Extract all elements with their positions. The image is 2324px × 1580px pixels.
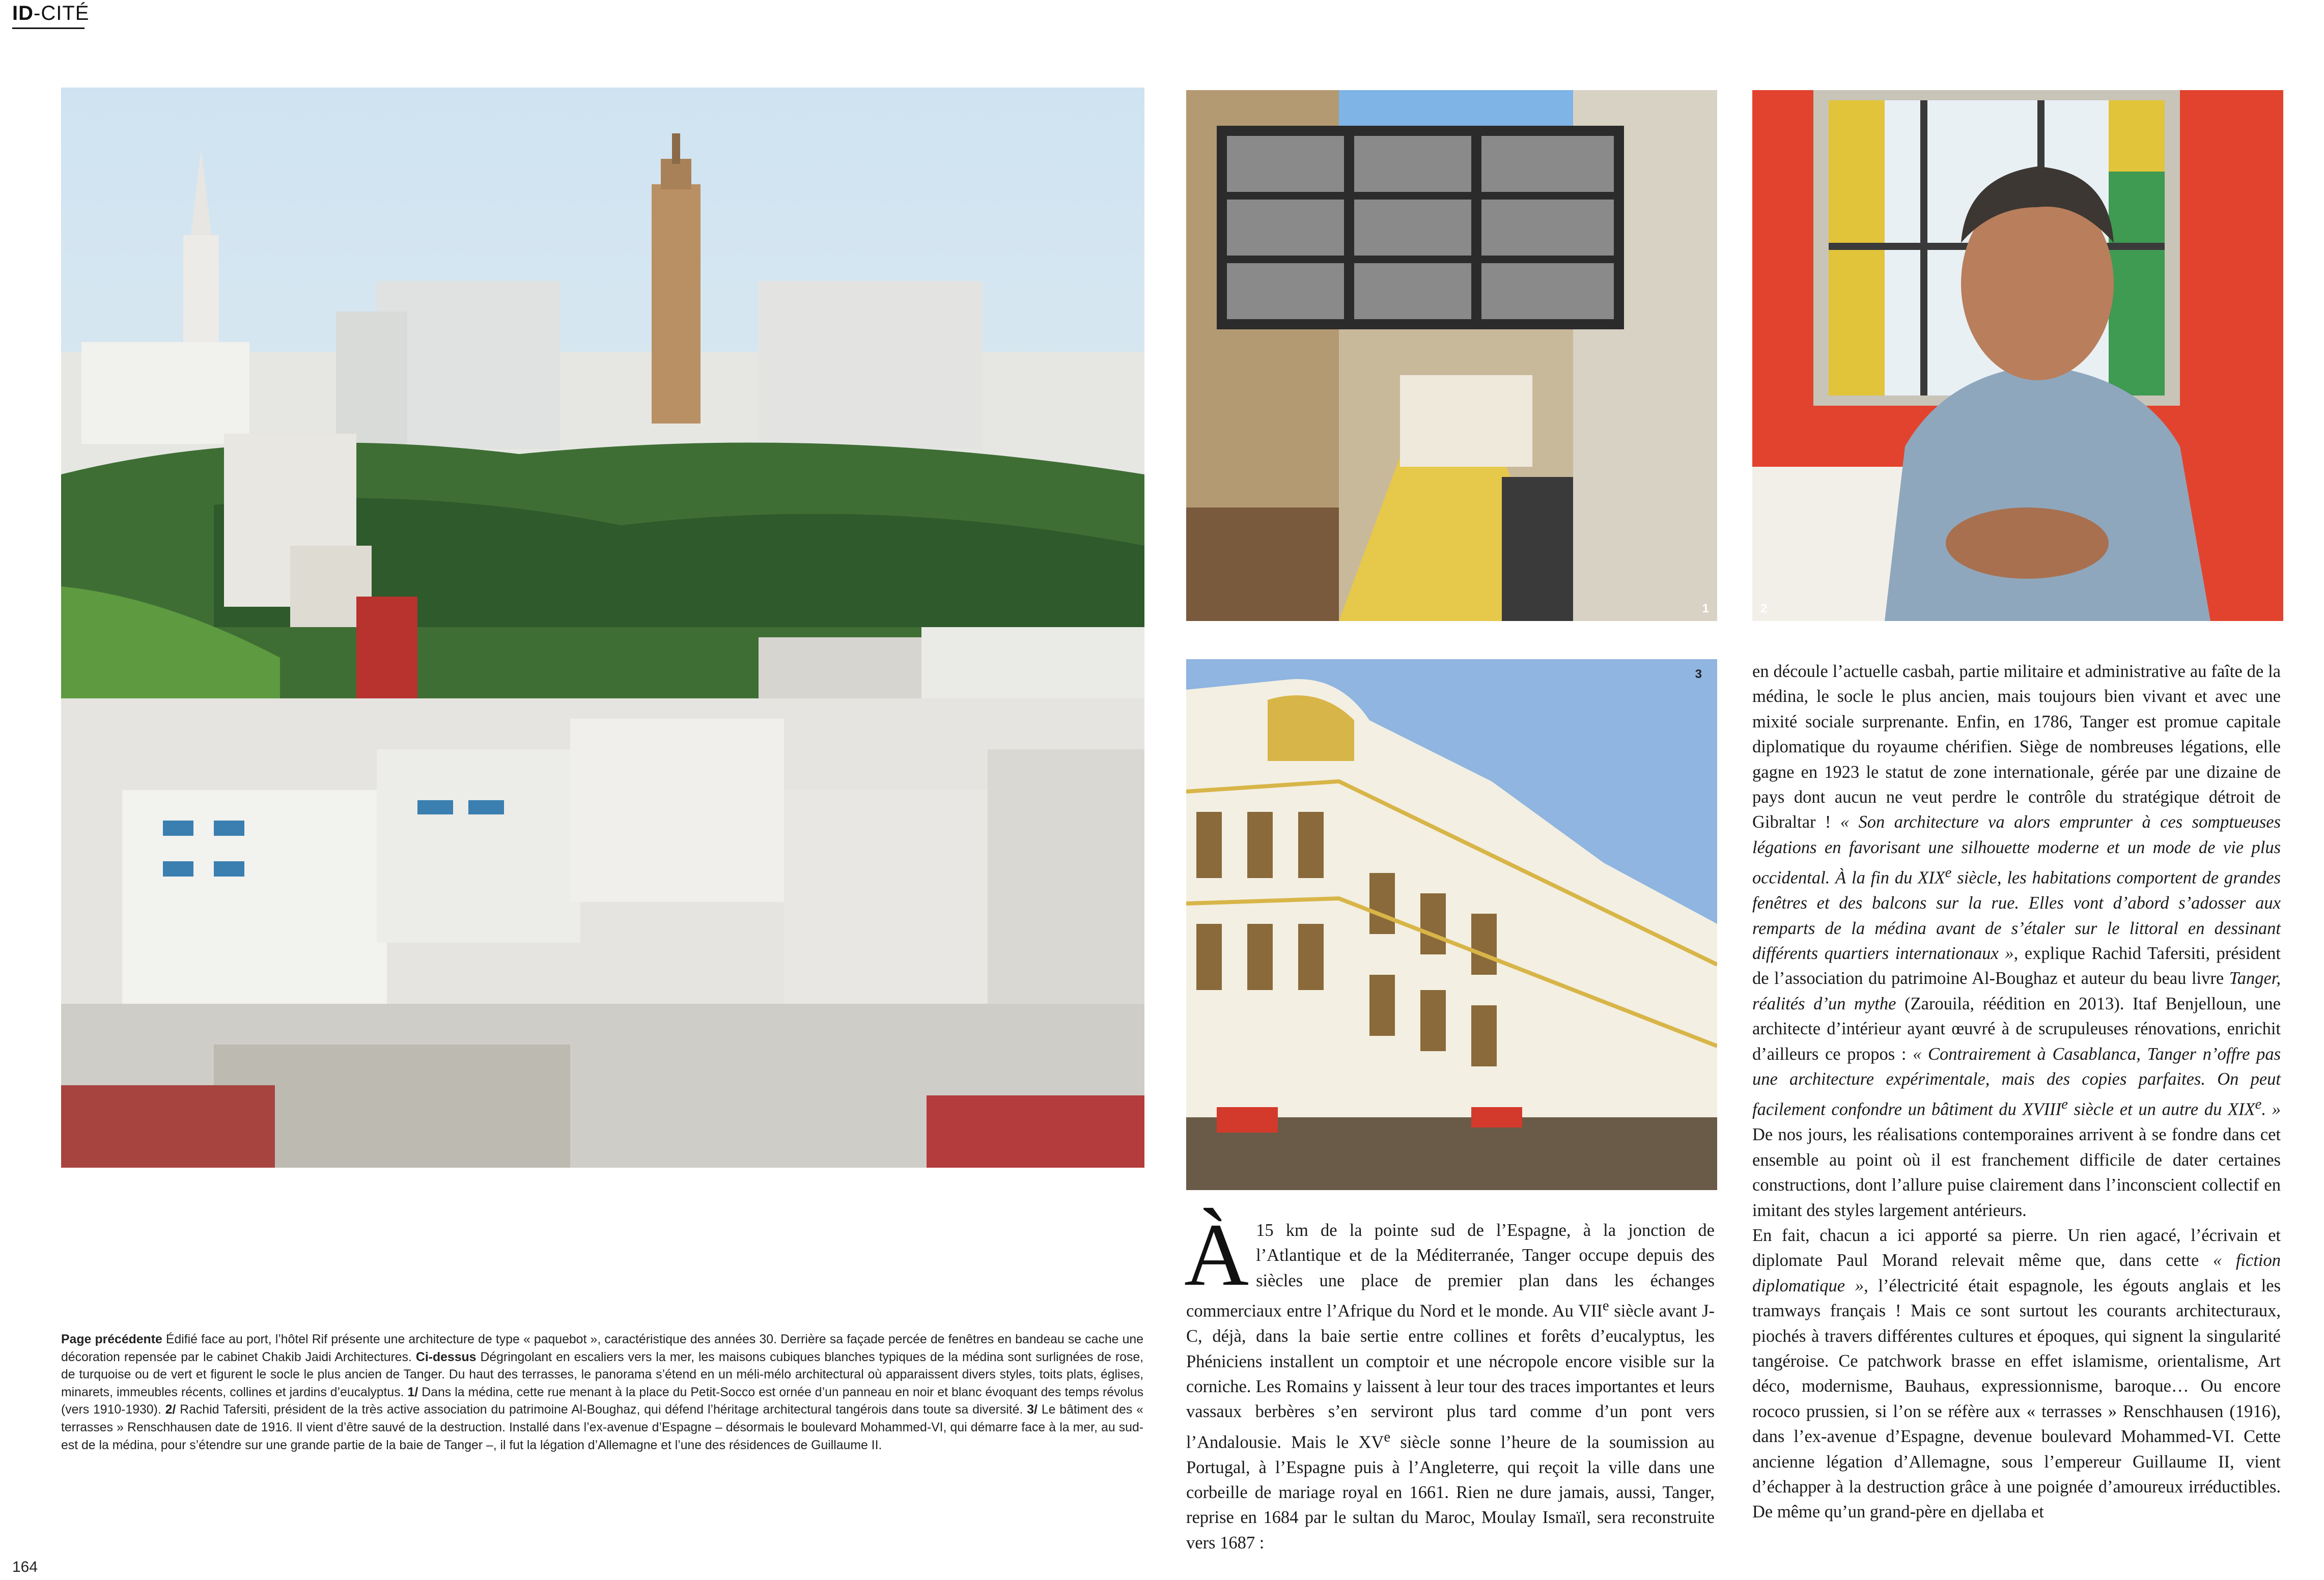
- caption-text-2: Dans la médina, cette rue menant à la place du Petit-Socco est ornée d’un panneau en noir et blanc évoquant des temps révolus (vers 1910-1930).: [61, 1385, 1143, 1417]
- text-run: « Contrairement à Casablanca, Tanger n’offre pas une architecture expérimentale, mais des copies parfaites. On peut facilement confondre un bâtiment du XVIII: [1752, 1044, 2281, 1119]
- article-column-2: [1752, 659, 2281, 1535]
- article-column-1: [1184, 1205, 1715, 1553]
- photo-1-petit-socco-street: [1186, 90, 1717, 621]
- text-run: siècle et un autre du XIX: [2067, 1099, 2255, 1119]
- caption-lead-2: 1/: [407, 1385, 418, 1399]
- text-run: e: [2255, 1096, 2262, 1113]
- photo-number-1: 1: [1702, 602, 1709, 615]
- text-run: e: [2061, 1096, 2068, 1113]
- text-run: e: [1384, 1428, 1391, 1445]
- photo-number-3: 3: [1695, 667, 1702, 681]
- section-rubric: [12, 2, 89, 25]
- photo-tangier-panorama: [61, 88, 1144, 1168]
- caption-text-0: Édifié face au port, l’hôtel Rif présente une architecture de type « paquebot », caractéristique des années 30. Derrière sa façade percée de fenêtres en bandeau se cache une décoration repensée par le cabinet Chakib Jaidi Architectures.: [61, 1333, 1143, 1364]
- caption-lead-1: Ci-dessus: [415, 1350, 477, 1364]
- page-number: 164: [12, 1559, 38, 1575]
- text-run: . »: [2261, 1099, 2281, 1119]
- caption-text-1: Dégringolant en escaliers vers la mer, les maisons cubiques blanches typiques de la médina sont surlignées de rose, de turquoise ou de vert et figurent le socle le plus ancien de Tanger. Du haut des terrasses, le panorama s’étend en un méli-mélo architectural où apparaissent divers styles, toits plats, églises, minarets, immeubles récents, collines et jardins d’eucalyptus.: [61, 1350, 1143, 1399]
- photo-2-rachid-tafersiti-portrait: [1752, 90, 2283, 621]
- text-run: , explique Rachid Tafersiti, président de l’association du patrimoine Al-Boughaz et auteur du beau livre: [1752, 943, 2281, 989]
- caption-lead-3: 2/: [165, 1403, 176, 1417]
- text-run: e: [1602, 1297, 1609, 1314]
- dropcap: À: [1184, 1205, 1249, 1305]
- article-paragraph-3: [1752, 1223, 2281, 1525]
- text-run: en découle l’actuelle casbah, partie militaire et administrative au faîte de la médina, le socle le plus ancien, mais toujours bien vivant et avec une mixité sociale surprenante. Enfin, en 1786, Tanger est promue capitale diplomatique du royaume chérifien. Siège de nombreuses légations, elle gagne en 1923 le statut de zone internationale, gérée par une dizaine de pays dont aucun ne veut perdre le contrôle du stratégique détroit de Gibraltar !: [1752, 662, 2281, 832]
- rubric-underline: [12, 27, 85, 29]
- text-run: , l’électricité était espagnole, les égouts anglais et les tramways français ! Mais ce sont surtout les courants architecturaux, piochés à travers différentes cultures et époques, qui signent la singularité tangéroise. Ce patchwork brasse en effet islamisme, orientalisme, Art déco, modernisme, Bauhaus, expressionnisme, baroque… Ou encore rococo prussien, si l’on se réfère aux « terrasses » Renschhausen (1916), dans l’ex-avenue d’Espagne, devenue boulevard Mohammed-VI. Cette ancienne légation d’Allemagne, sous l’empereur Guillaume II, vient d’échapper à la destruction grâce à une poignée d’amoureux irréductibles. De même qu’un grand-père en djellaba et: [1752, 1276, 2281, 1522]
- text-run: « fiction diplomatique »: [1752, 1251, 2281, 1295]
- rubric-rest: -CITÉ: [34, 2, 90, 24]
- text-run: 15 km de la pointe sud de l’Espagne, à la jonction de l’Atlantique et de la Méditerranée, Tanger occupe depuis des siècles une place de premier plan dans les échanges commerciaux entre l’Afrique du Nord et le monde. Au VII: [1186, 1221, 1715, 1321]
- text-run: De nos jours, les réalisations contemporaines arrivent à se fondre dans cet ensemble au point où il est franchement difficile de dater certaines constructions, dont l’allure puise clairement dans l’inconscient collectif en imitant des styles largement antérieurs.: [1752, 1125, 2281, 1220]
- caption-text-3: Rachid Tafersiti, président de la très active association du patrimoine Al-Boughaz, qui défend l’héritage architectural tangérois dans toute sa diversité.: [176, 1403, 1027, 1417]
- photo-3-renschhausen-terraces: [1186, 659, 1717, 1190]
- text-run: siècle sonne l’heure de la soumission au Portugal, à l’Espagne puis à l’Angleterre, qui reçoit la ville dans une corbeille de mariage royal en 1661. Rien ne dure jamais, aussi, Tanger, reprise en 1684 par le sultan du Maroc, Moulay Ismaïl, sera reconstruite vers 1687 :: [1186, 1432, 1715, 1553]
- article-paragraph-2: [1752, 659, 2281, 1223]
- article-paragraph-1: [1184, 1205, 1715, 1556]
- photo-number-2: 2: [1760, 602, 1768, 615]
- text-run: « Son architecture va alors emprunter à ces somptueuses légations en favorisant une silhouette moderne et un mode de vie plus occidental. À la fin du XIX: [1752, 812, 2281, 888]
- text-run: siècle avant J-C, déjà, dans la baie sertie entre collines et forêts d’eucalyptus, les Phéniciens installent un comptoir et une nécropole encore visible sur la corniche. Les Romains y laissent à leur tour des traces importantes et leurs vassaux berbères s’en serviront plus tard comme d’un pont vers l’Andalousie. Mais le XV: [1186, 1301, 1715, 1452]
- text-run: e: [1945, 864, 1952, 881]
- text-run: En fait, chacun a ici apporté sa pierre. Un rien agacé, l’écrivain et diplomate Paul Morand relevait même que, dans cette: [1752, 1225, 2281, 1271]
- text-run: (Zarouila, réédition en 2013). Itaf Benjelloun, une architecte d’intérieur ayant œuvré à de scrupuleuses rénovations, enrichit d’ailleurs ce propos :: [1752, 994, 2281, 1064]
- caption-lead-4: 3/: [1027, 1403, 1038, 1417]
- caption-text-4: Le bâtiment des « terrasses » Renschhausen date de 1916. Il vient d’être sauvé de la destruction. Installé dans l’ex-avenue d’Espagne – désormais le boulevard Mohammed-VI, qui démarre face à la mer, au sud-est de la médina, pour s’étendre sur une grande partie de la baie de Tanger –, il fut la légation d’Allemagne et l’une des résidences de Guillaume II.: [61, 1403, 1143, 1452]
- photo-captions: [61, 1331, 1143, 1454]
- text-run: siècle, les habitations comportent de grandes fenêtres et des balcons sur la rue. Elles vont d’abord s’adosser aux remparts de la médina avant de s’étaler sur le littoral en dessinant différents quartiers internationaux »: [1752, 868, 2281, 963]
- caption-lead-0: Page précédente: [61, 1333, 162, 1346]
- text-run: Tanger, réalités d’un mythe: [1752, 969, 2281, 1013]
- rubric-bold: ID: [12, 2, 34, 24]
